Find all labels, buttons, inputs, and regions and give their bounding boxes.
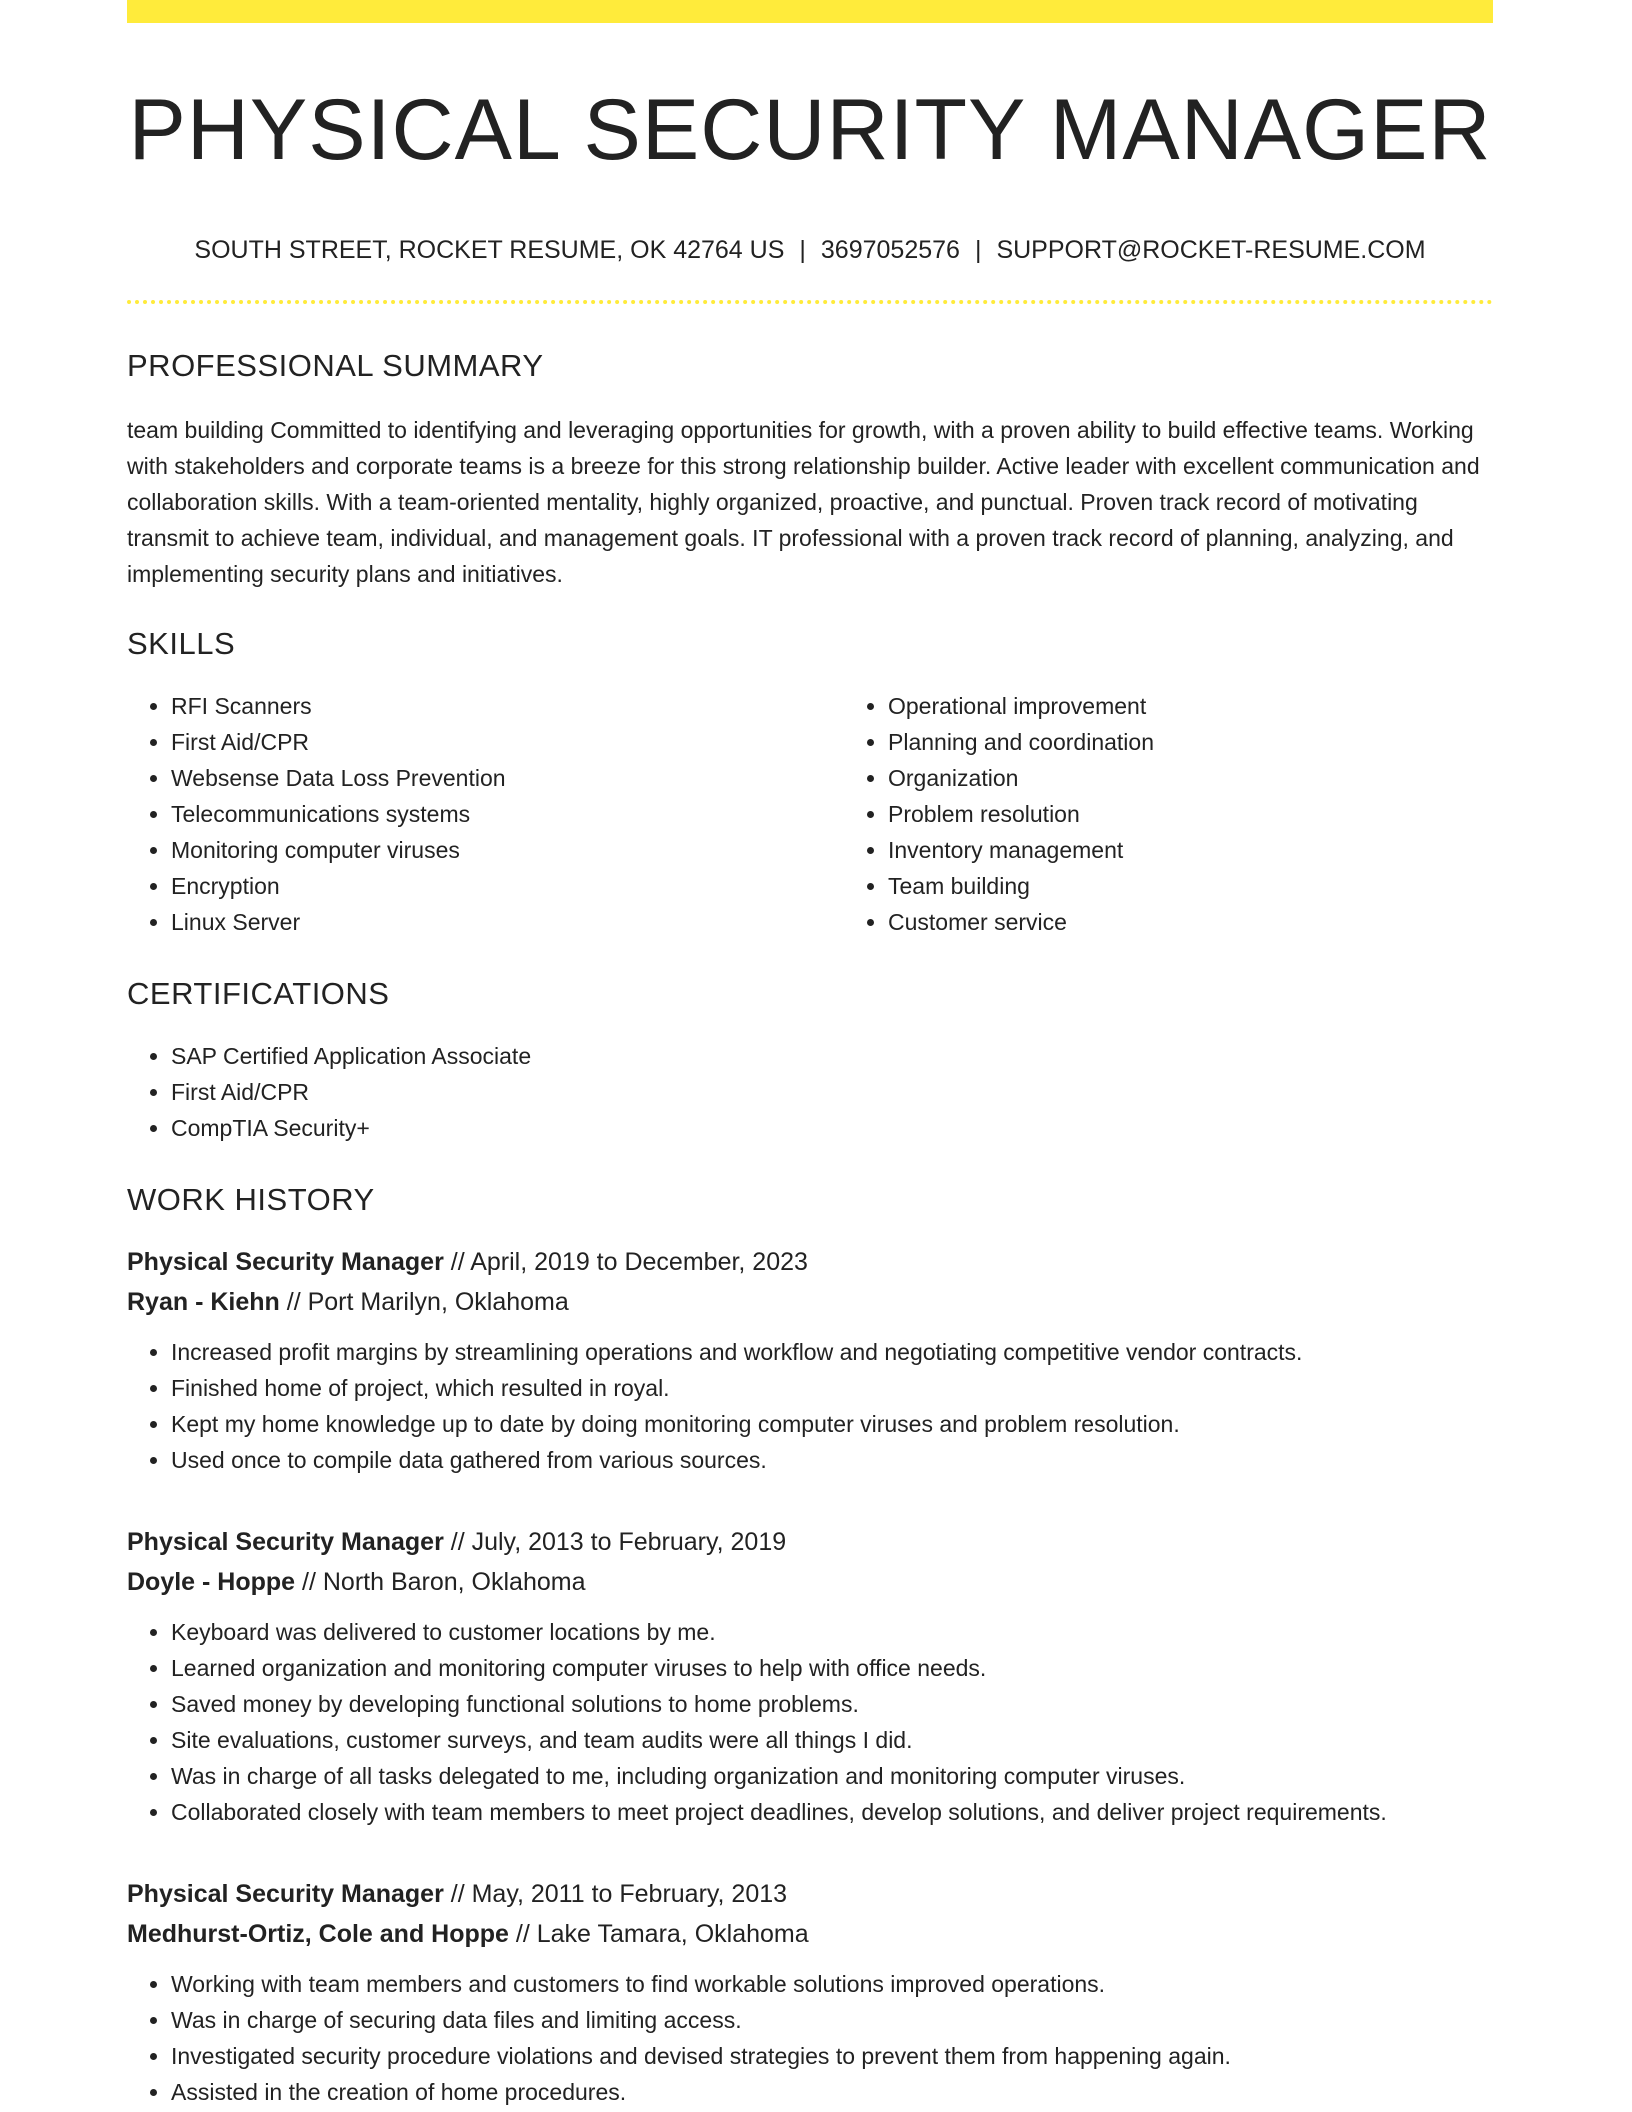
work-history-heading: WORK HISTORY <box>127 1181 375 1217</box>
job-bullet: • Increased profit margins by streamlining operations and workflow and negotiating competitive vendor contracts. <box>171 1334 1493 1370</box>
job-role: Physical Security Manager <box>127 1879 444 1908</box>
job-bullet: • Used once to compile data gathered from various sources. <box>171 1442 1493 1478</box>
skill-item: • Monitoring computer viruses <box>171 832 844 868</box>
skill-item: • Encryption <box>171 868 844 904</box>
skills-right-list <box>844 688 1561 940</box>
contact-separator: | <box>974 235 982 264</box>
contact-line <box>127 236 1493 265</box>
contact-email[interactable]: SUPPORT@ROCKET-RESUME.COM <box>996 235 1426 264</box>
job-bullets <box>127 1614 1493 1830</box>
job-title-line <box>127 1242 1493 1282</box>
job-bullet: • Was in charge of all tasks delegated to me, including organization and monitoring computer viruses. <box>171 1758 1493 1794</box>
job-title-line <box>127 1874 1493 1914</box>
certification-item: • SAP Certified Application Associate <box>171 1038 1493 1074</box>
job-bullet: • Assisted in the creation of home procedures. <box>171 2074 1493 2110</box>
job-dates: // July, 2013 to February, 2019 <box>443 1527 787 1556</box>
accent-top-bar <box>127 0 1493 23</box>
job-location: // Port Marilyn, Oklahoma <box>279 1287 569 1316</box>
skill-item: • Inventory management <box>888 832 1561 868</box>
contact-phone: 3697052576 <box>820 235 960 264</box>
skill-item: • Organization <box>888 760 1561 796</box>
job-dates: // May, 2011 to February, 2013 <box>443 1879 788 1908</box>
job-entry <box>127 1874 1493 2110</box>
skills-columns <box>127 688 1493 940</box>
skills-left-list <box>127 688 844 940</box>
certifications-list <box>127 1038 1493 1146</box>
certification-item: • CompTIA Security+ <box>171 1110 1493 1146</box>
skill-item: • Planning and coordination <box>888 724 1561 760</box>
job-bullet: • Finished home of project, which resulted in royal. <box>171 1370 1493 1406</box>
job-company-line <box>127 1282 1493 1322</box>
skill-item: • Websense Data Loss Prevention <box>171 760 844 796</box>
skill-item: • Operational improvement <box>888 688 1561 724</box>
contact-separator: | <box>799 235 806 264</box>
job-company: Medhurst-Ortiz, Cole and Hoppe <box>127 1919 509 1948</box>
job-bullet: • Keyboard was delivered to customer locations by me. <box>171 1614 1493 1650</box>
job-bullet: • Kept my home knowledge up to date by doing monitoring computer viruses and problem resolution. <box>171 1406 1493 1442</box>
job-bullet: • Working with team members and customers to find workable solutions improved operations. <box>171 1966 1493 2002</box>
certifications-heading: CERTIFICATIONS <box>127 975 390 1011</box>
job-bullet: • Site evaluations, customer surveys, and team audits were all things I did. <box>171 1722 1493 1758</box>
certification-item: • First Aid/CPR <box>171 1074 1493 1110</box>
resume-page <box>127 0 1493 2110</box>
skill-item: • Customer service <box>888 904 1561 940</box>
summary-heading: PROFESSIONAL SUMMARY <box>127 347 544 383</box>
dotted-divider <box>127 300 1493 304</box>
job-entry <box>127 1242 1493 1478</box>
job-company-line <box>127 1562 1493 1602</box>
job-bullet: • Saved money by developing functional solutions to home problems. <box>171 1686 1493 1722</box>
skill-item: • Team building <box>888 868 1561 904</box>
contact-address: SOUTH STREET, ROCKET RESUME, OK 42764 US <box>194 235 785 264</box>
skill-item: • RFI Scanners <box>171 688 844 724</box>
job-company: Ryan - Kiehn <box>127 1287 280 1316</box>
job-bullets <box>127 1966 1493 2110</box>
skills-heading: SKILLS <box>127 625 236 661</box>
job-entry <box>127 1522 1493 1830</box>
resume-name-title: PHYSICAL SECURITY MANAGER <box>128 82 1492 178</box>
job-dates: // April, 2019 to December, 2023 <box>443 1247 808 1276</box>
skill-item: • First Aid/CPR <box>171 724 844 760</box>
skill-item: • Linux Server <box>171 904 844 940</box>
job-title-line <box>127 1522 1493 1562</box>
job-bullet: • Was in charge of securing data files and limiting access. <box>171 2002 1493 2038</box>
job-bullets <box>127 1334 1493 1478</box>
skill-item: • Problem resolution <box>888 796 1561 832</box>
job-company: Doyle - Hoppe <box>127 1567 296 1596</box>
job-location: // Lake Tamara, Oklahoma <box>508 1919 809 1948</box>
job-role: Physical Security Manager <box>127 1527 444 1556</box>
job-bullet: • Learned organization and monitoring computer viruses to help with office needs. <box>171 1650 1493 1686</box>
skill-item: • Telecommunications systems <box>171 796 844 832</box>
job-bullet: • Investigated security procedure violations and devised strategies to prevent them from happening again. <box>171 2038 1493 2074</box>
job-company-line <box>127 1914 1493 1954</box>
job-role: Physical Security Manager <box>127 1247 444 1276</box>
job-bullet: • Collaborated closely with team members to meet project deadlines, develop solutions, and deliver project requirements. <box>171 1794 1493 1830</box>
summary-text: team building Committed to identifying and leveraging opportunities for growth, with a proven ability to build effective teams. Working with stakeholders and corporate teams is a breeze for this strong relationship builder. Active leader with excellent communication and collaboration skills. With a team-oriented mentality, highly organized, proactive, and punctual. Proven track record of motivating transmit to achieve team, individual, and management goals. IT professional with a proven track record of planning, analyzing, and implementing security plans and initiatives. <box>127 416 1480 587</box>
job-location: // North Baron, Oklahoma <box>295 1567 586 1596</box>
